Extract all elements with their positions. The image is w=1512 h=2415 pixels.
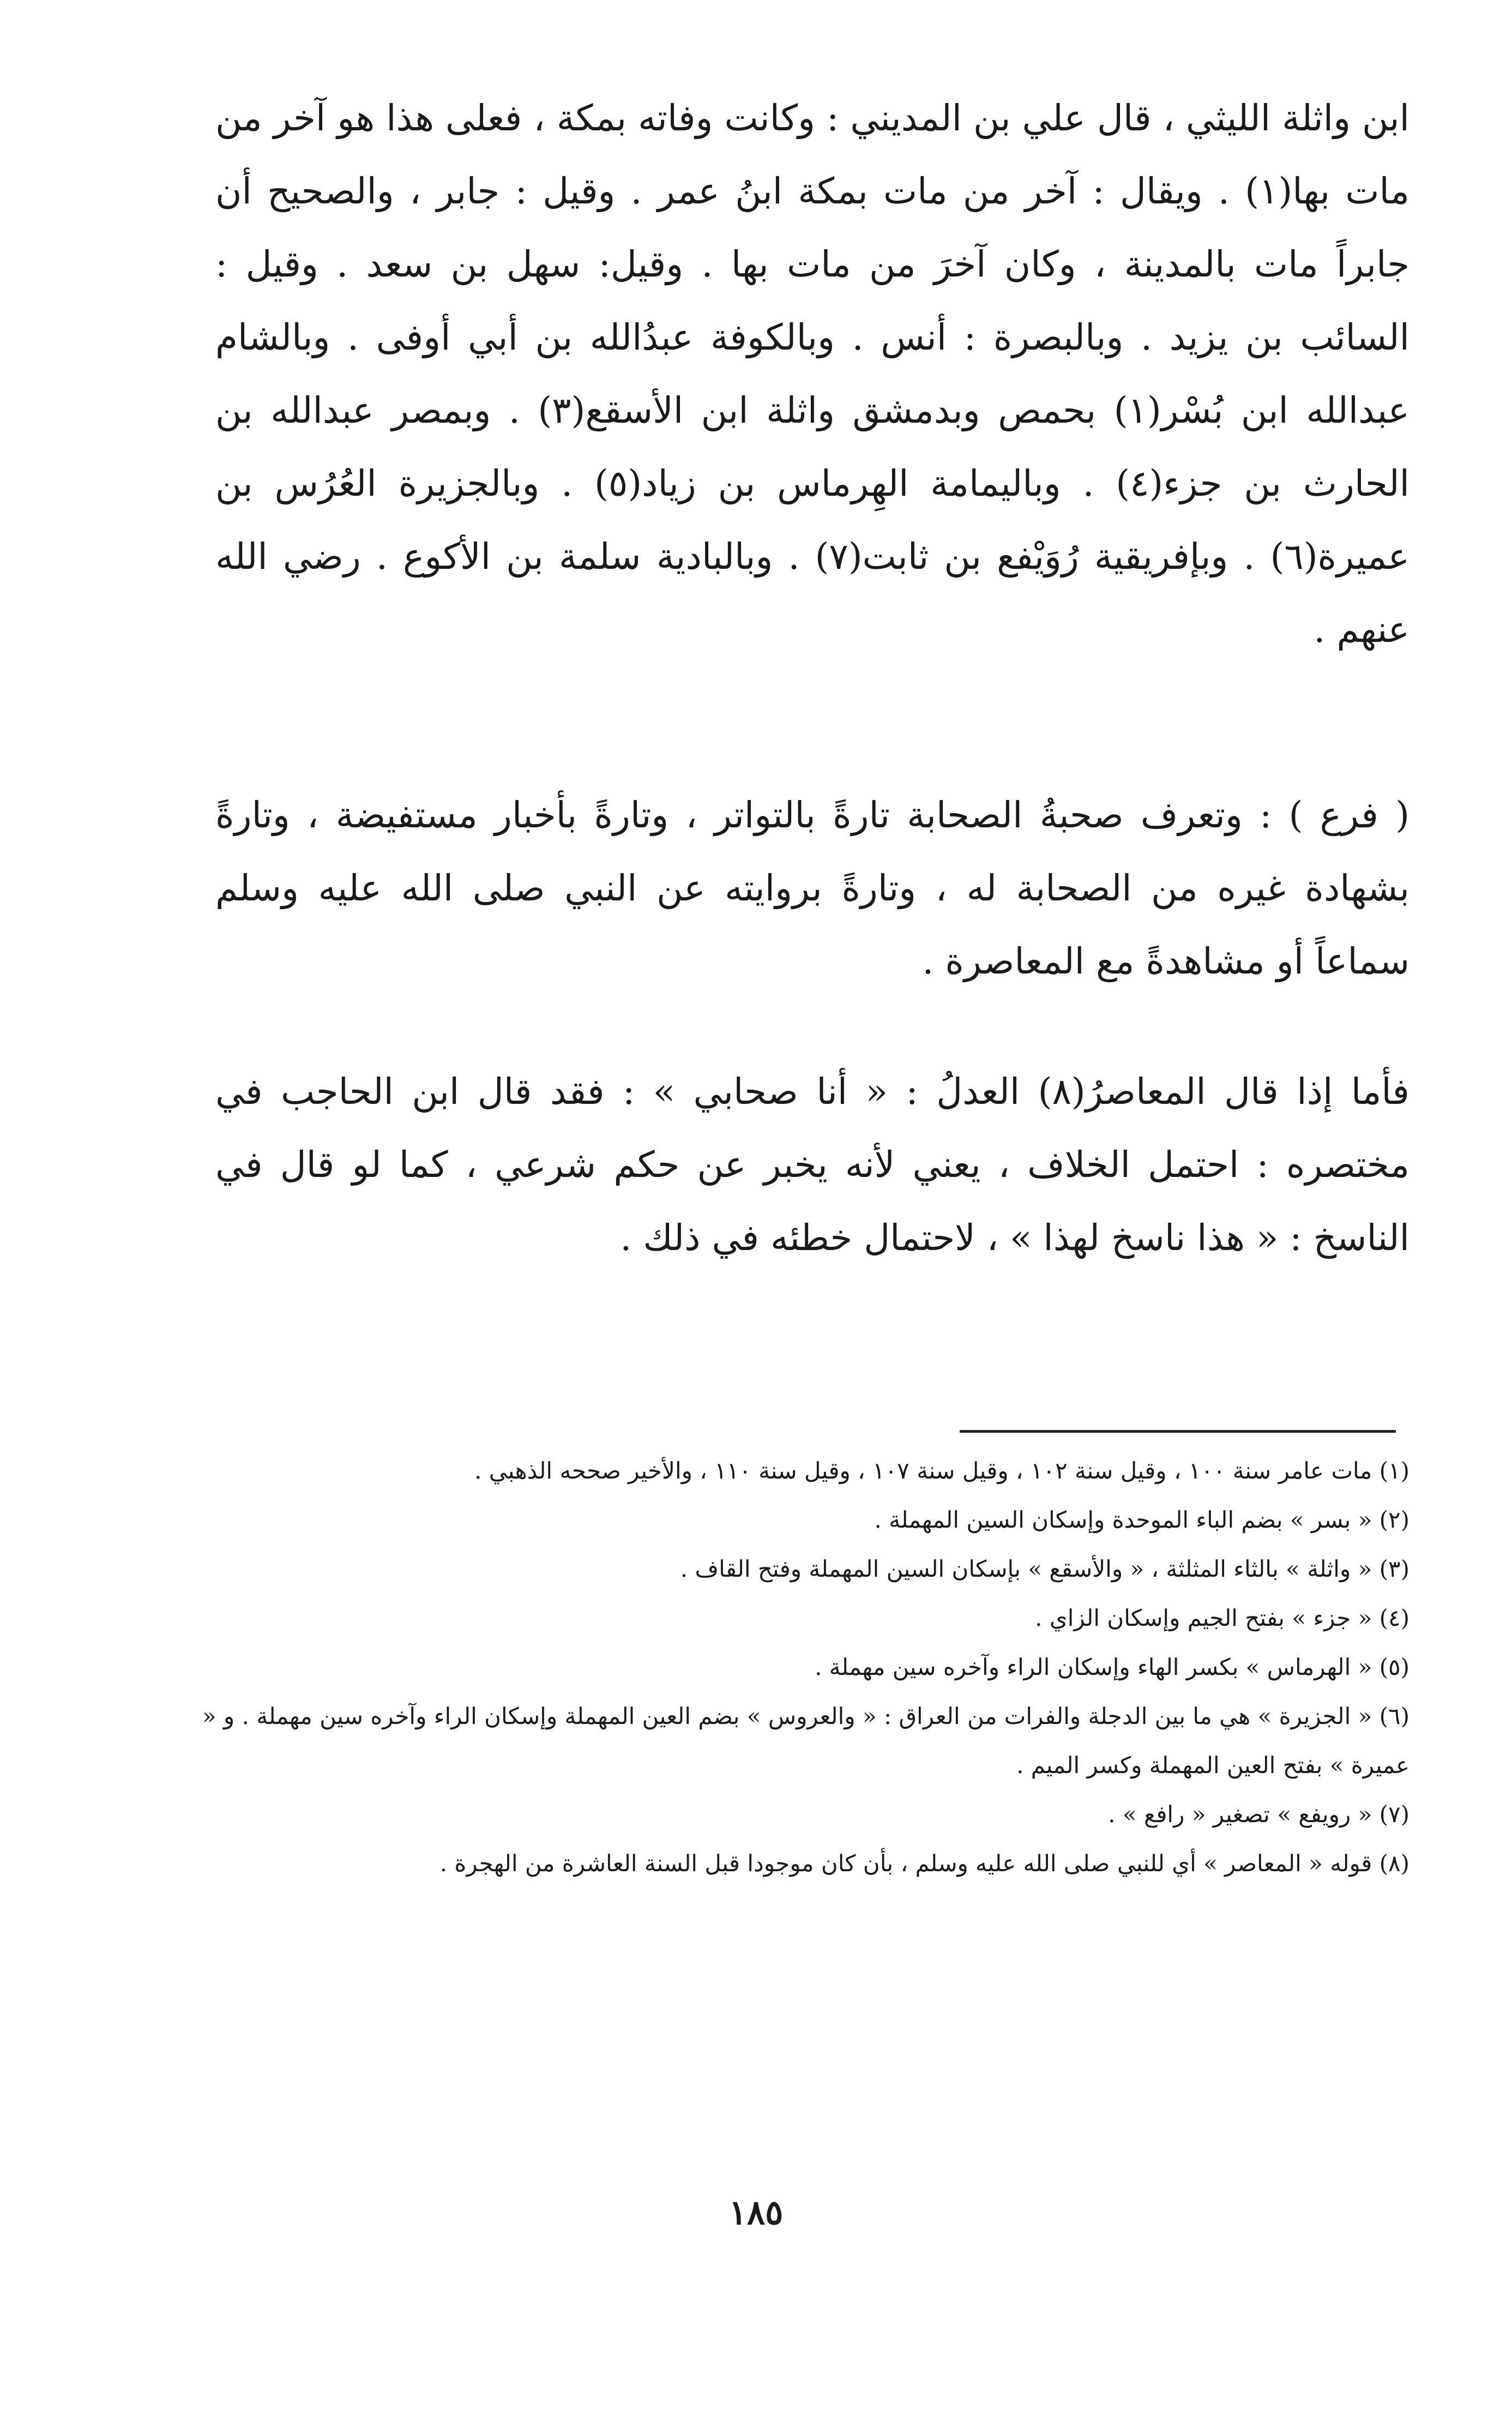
footnote-4: (٤) « جزء » بفتح الجيم وإسكان الزاي . [1035, 1605, 1409, 1631]
footnote-5: (٥) « الهرماس » بكسر الهاء وإسكان الراء وآخره سين مهملة . [815, 1654, 1409, 1680]
footnote-separator [960, 1430, 1396, 1433]
footnote-6: (٦) « الجزيرة » هي ما بين الدجلة والفرات من العراق : « والعروس » بضم العين المهملة وإسكان الراء وآخره سين مهملة . و « عميرة » بفتح العين المهملة وكسر الميم . [202, 1703, 1409, 1779]
paragraph-contemporary-claim: فأما إذا قال المعاصرُ(٨) العدلُ : « أنا صحابي » : فقد قال ابن الحاجب في مختصره : احتمل الخلاف ، يعني لأنه يخبر عن حكم شرعي ، كما لو قال في الناسخ : « هذا ناسخ لهذا » ، لاحتمال خطئه في ذلك . [215, 1071, 1409, 1259]
paragraph-companions-last-deaths: ابن واثلة الليثي ، قال علي بن المديني : وكانت وفاته بمكة ، فعلى هذا هو آخر من مات بها(١) . ويقال : آخر من مات بمكة ابنُ عمر . وقيل : جابر ، والصحيح أن جابراً مات بالمدينة ، وكان آخرَ من مات بها . وقيل: سهل بن سعد . وقيل : السائب بن يزيد . وبالبصرة : أنس . وبالكوفة عبدُالله بن أبي أوفى . وبالشام عبدالله ابن بُسْر(١) بحمص وبدمشق واثلة ابن الأسقع(٣) . وبمصر عبدالله بن الحارث بن جزء(٤) . وباليمامة الهِرماس بن زياد(٥) . وبالجزيرة العُرُس بن عميرة(٦) . وبإفريقية رُوَيْفع بن ثابت(٧) . وبالبادية سلمة بن الأكوع . رضي الله عنهم . [215, 97, 1410, 651]
paragraph-far-establishing-companionship: ( فرع ) : وتعرف صحبةُ الصحابة تارةً بالتواتر ، وتارةً بأخبار مستفيضة ، وتارةً بشهادة غيره من الصحابة له ، وتارةً بروايته عن النبي صلى الله عليه وسلم سماعاً أو مشاهدةً مع المعاصرة . [215, 794, 1409, 982]
page-number: ١٨٥ [728, 2192, 784, 2232]
footnotes-list [202, 1446, 1409, 1888]
footnote-2: (٢) « بسر » بضم الباء الموحدة وإسكان السين المهملة . [874, 1506, 1409, 1533]
footnote-8: (٨) قوله « المعاصر » أي للنبي صلى الله عليه وسلم ، بأن كان موجودا قبل السنة العاشرة من الهجرة . [439, 1850, 1409, 1877]
footnote-3: (٣) « واثلة » بالثاء المثلثة ، « والأسقع » بإسكان السين المهملة وفتح القاف . [680, 1555, 1409, 1582]
footnote-7: (٧) « رويفع » تصغير « رافع » . [1108, 1801, 1409, 1828]
footnote-1: (١) مات عامر سنة ١٠٠ ، وقيل سنة ١٠٢ ، وقيل سنة ١٠٧ ، وقيل سنة ١١٠ ، والأخير صححه الذهبي . [474, 1457, 1409, 1484]
